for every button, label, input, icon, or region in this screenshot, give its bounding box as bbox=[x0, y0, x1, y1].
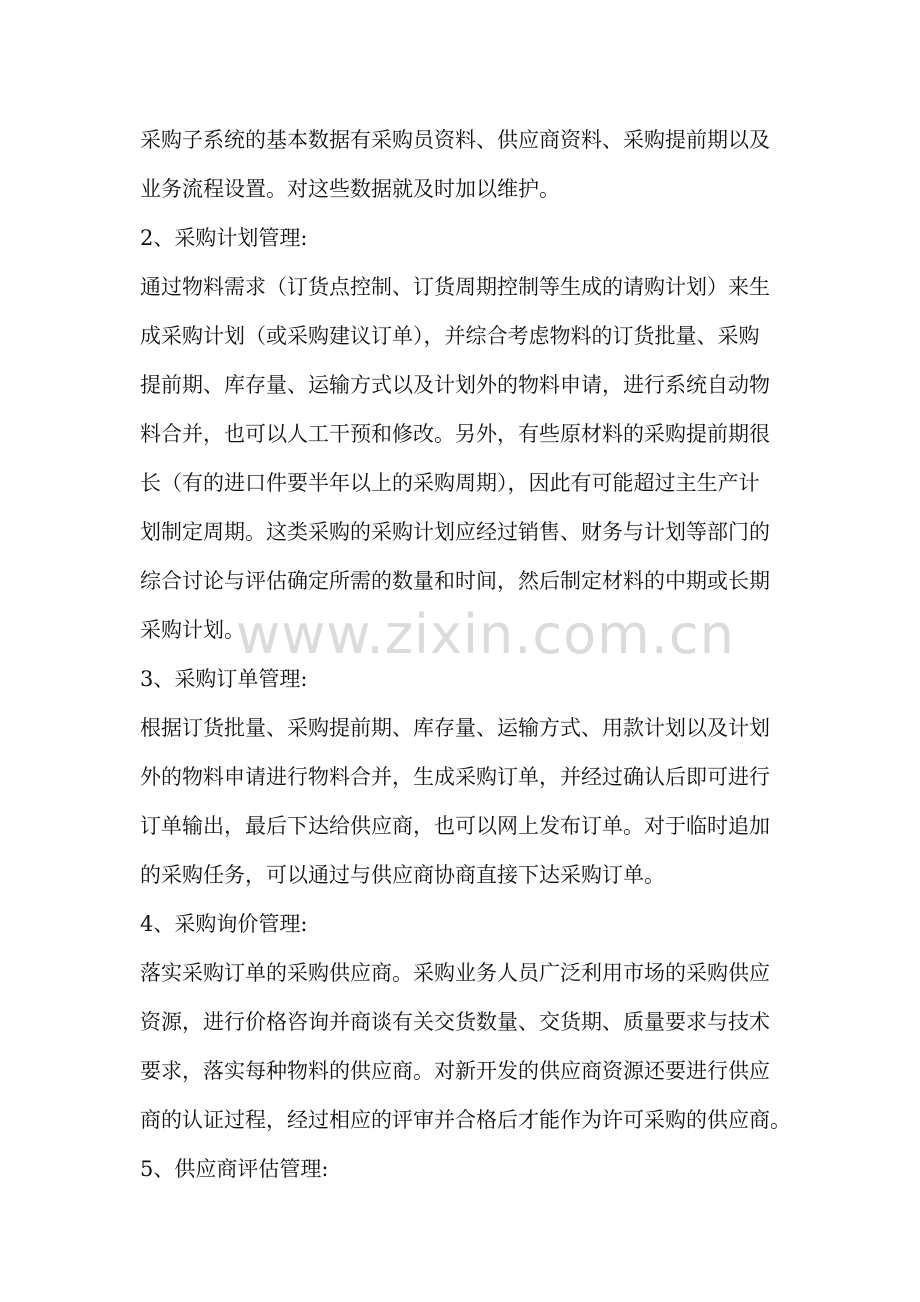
paragraph-line: 成采购计划（或采购建议订单），并综合考虑物料的订货批量、采购 bbox=[140, 324, 760, 348]
paragraph-line: 根据订货批量、采购提前期、库存量、运输方式、用款计划以及计划 bbox=[140, 716, 770, 740]
section-heading: 5、供应商评估管理: bbox=[140, 1157, 329, 1181]
section-heading: 3、采购订单管理: bbox=[140, 667, 308, 691]
paragraph-line: 划制定周期。这类采购的采购计划应经过销售、财务与计划等部门的 bbox=[140, 520, 770, 544]
paragraph-line: 落实采购订单的采购供应商。采购业务人员广泛利用市场的采购供应 bbox=[140, 961, 770, 985]
paragraph-line: 要求，落实每种物料的供应商。对新开发的供应商资源还要进行供应 bbox=[140, 1059, 770, 1083]
section-heading: 2、采购计划管理: bbox=[140, 226, 308, 250]
paragraph-line: 采购子系统的基本数据有采购员资料、供应商资料、采购提前期以及 bbox=[140, 128, 770, 152]
paragraph-line: 提前期、库存量、运输方式以及计划外的物料申请，进行系统自动物 bbox=[140, 373, 770, 397]
paragraph-line: 综合讨论与评估确定所需的数量和时间，然后制定材料的中期或长期 bbox=[140, 569, 770, 593]
paragraph-line: 的采购任务，可以通过与供应商协商直接下达采购订单。 bbox=[140, 863, 665, 887]
section-heading: 4、采购询价管理: bbox=[140, 912, 308, 936]
paragraph-line: 长（有的进口件要半年以上的采购周期），因此有可能超过主生产计 bbox=[140, 471, 760, 495]
paragraph-line: 通过物料需求（订货点控制、订货周期控制等生成的请购计划）来生 bbox=[140, 275, 770, 299]
paragraph-line: 外的物料申请进行物料合并，生成采购订单，并经过确认后即可进行 bbox=[140, 765, 770, 789]
paragraph-line: 订单输出，最后下达给供应商，也可以网上发布订单。对于临时追加 bbox=[140, 814, 770, 838]
paragraph-line: 资源，进行价格咨询并商谈有关交货数量、交货期、质量要求与技术 bbox=[140, 1010, 770, 1034]
paragraph-line: 料合并，也可以人工干预和修改。另外，有些原材料的采购提前期很 bbox=[140, 422, 770, 446]
watermark-text: www.zixin.com.cn bbox=[236, 603, 735, 666]
paragraph-line: 商的认证过程，经过相应的评审并合格后才能作为许可采购的供应商。 bbox=[140, 1108, 791, 1132]
paragraph-line: 业务流程设置。对这些数据就及时加以维护。 bbox=[140, 177, 560, 201]
paragraph-line: 采购计划。 bbox=[140, 618, 245, 642]
